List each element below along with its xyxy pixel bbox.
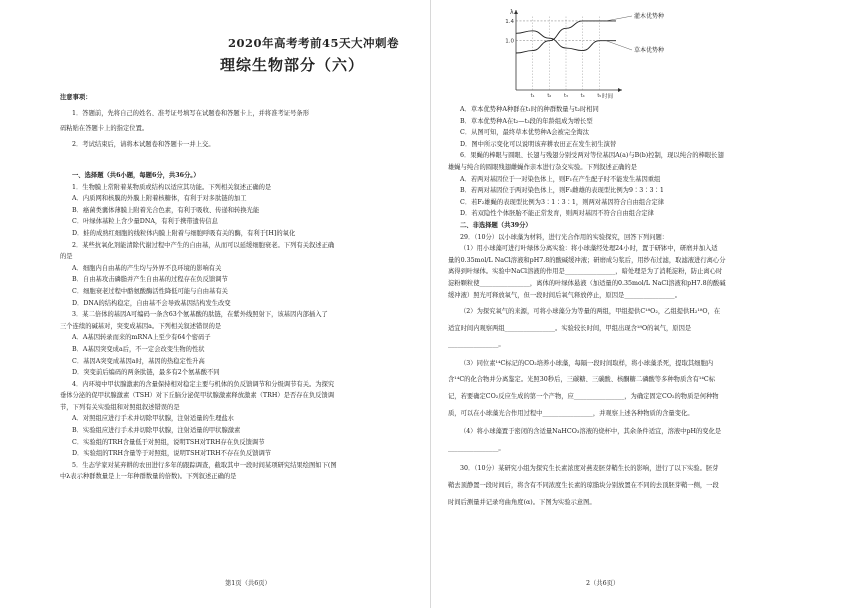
question-option: A．对照组应进行手术并切除甲状腺，注射适量的生理盐水 [72, 415, 234, 423]
question-option: A．若两对基因位于一对染色体上，则F₁在产生配子时不能发生基因重组 [460, 175, 661, 183]
y-axis-label: λ [510, 9, 514, 16]
question-option: B．实验组应进行手术并切除甲状腺，注射适量的甲状腺激素 [72, 427, 241, 435]
question-stem: 2．某些抗氧化剂能清除代谢过程中产生的自由基，从而可以延缓细胞衰老。下列有关叙述正确 [72, 241, 335, 249]
question-option: C．从图可知，最终草本优势种A会被完全淘汰 [460, 129, 590, 137]
question-line: ________________。 [448, 444, 505, 452]
question-line: 含¹⁴C的化合物并分离鉴定。光照30秒后，三碳糖、三碳酸、核酮糖二磷酸等多种物质含有¹⁴C标 [448, 376, 716, 384]
question-line: 质，可以在小球藻光合作用过程中________________，并观察上述各种物质的含量变化。 [448, 409, 694, 417]
section-heading: 二、非选择题（共39分） [460, 221, 532, 229]
question-stem: 6．果蝇的棒眼与圆眼、长翅与残翅分别受两对等位基因A(a)与B(b)控制，现以纯合的棒眼长翅 [460, 152, 724, 160]
question-option: B．癌菌类囊体薄膜上附着光合色素，有利于吸收、传递和转换光能 [72, 206, 260, 214]
notice-item: 2．考试结束后，请将本试题卷和答题卡一并上交。 [72, 140, 215, 148]
question-stem: 雄蝇与纯合的圆眼残翅雌蝇作亲本进行杂交实验。下列叙述正确的是 [448, 163, 637, 171]
legend-label-1: 草本优势种 [634, 47, 665, 54]
question-line: 量的0.35mol/L NaCl溶液和pH7.8的酸碱缓冲液；研磨成匀浆后，用纱布过滤，取滤液进行离心分 [448, 256, 726, 264]
question-option: C．叶绿体基粒上含少量DNA，有利于携带遗传信息 [72, 218, 218, 226]
question-stem: 中λ表示种群数量是上一年种群数量的倍数)。下列叙述正确的是 [60, 473, 237, 481]
question-option: B．若两对基因位于两对染色体上，则F₁雌雄的表现型比例为9∶3∶3∶1 [460, 187, 664, 195]
question-stem: 的是 [60, 253, 73, 261]
x-tick-label: t₁ [530, 93, 535, 99]
question-option: D．突变前后编码的两条肽链，最多有2个氨基酸不同 [72, 369, 220, 377]
x-tick-label: t₅ [597, 93, 602, 99]
y-axis-arrow [514, 10, 518, 14]
exam-subtitle: 理综生物部分（六） [220, 56, 365, 74]
question-option: D．图中所示变化可以说明该弃耕农田正在发生初生演替 [460, 140, 617, 148]
section-choice [60, 170, 440, 483]
notice-heading: 注意事项： [60, 94, 92, 101]
question-option: D．DNA的结构稳定，自由基不会导致基因结构发生改变 [72, 299, 231, 307]
legend-label-0: 灌木优势种 [634, 13, 665, 20]
question-option: C．细胞衰老过程中酪氨酸酶活性降低可能与自由基有关 [72, 287, 228, 295]
question-line: 鞘去顶静置一段时间后，将含有不同浓度生长素的琼脂块分别放置在不同的去顶胚芽鞘一侧，一段 [448, 482, 719, 490]
question-line: 离得到叶绿体。实验中NaCl溶液的作用是________________，暗处理是为了消耗淀粉，防止离心时 [448, 268, 723, 276]
question-option: C．基因A突变成基因a时，基因的热稳定性升高 [72, 357, 205, 365]
question-line: 缓冲液）照光可释放氧气，但一段时间后氧气释放停止，原因是________________。 [448, 291, 681, 299]
question-option: C．若F₂雄蝇的表现型比例为3∶1∶3∶1，则两对基因符合自由组合定律 [460, 198, 665, 206]
x-axis-label: 时间 [602, 94, 614, 100]
footer-page-right: 2（共6页） [586, 580, 620, 587]
question-option: B．A基因突变成a后，不一定会改变生物的性状 [72, 345, 205, 353]
x-tick-label: t₄ [580, 93, 585, 99]
question-line: ________________。 [448, 341, 505, 349]
notice-item: 码粘贴在答题卡上的指定位置。 [60, 125, 149, 133]
x-tick-label: t₂ [547, 93, 552, 99]
right-text [448, 104, 832, 508]
y-tick-label: 1.4 [505, 18, 514, 25]
legend-leader-1 [606, 41, 632, 50]
question-line: （3）同位素¹⁴C标记的CO₂培养小球藻，每隔一段时间取样，将小球藻杀死，提取其细胞内 [460, 359, 714, 367]
question-stem: 垂体分泌的促甲状腺激素（TSH）对下丘脑分泌促甲状腺激素释放激素（TRH）是否存在负反馈调 [60, 392, 335, 400]
question-stem: 节，下列有关实验组和对照组叙述错误的是 [60, 403, 180, 411]
question-line: （4）将小球藻置于密闭的含适量NaHCO₃溶液的烧杯中，其余条件适宜，溶液中pH的变化是 [460, 428, 722, 436]
question-line: 淀粉颗粒使________________，离体的叶绿体悬液（加适量的0.35mol/L NaCl溶液和pH7.8的酸碱 [448, 279, 726, 287]
question-line: （2）为探究氧气的来源，可将小球藻分为等量的两组，甲组提供C¹⁸O₂，乙组提供H₂¹⁸O，在 [460, 308, 721, 316]
question-stem: 5．生态学家对某弃耕的农田进行多年的跟踪调查，截取其中一段时间某项研究结果绘图如下(图 [72, 461, 337, 469]
footer-page-left: 第1页（共6页） [225, 580, 271, 587]
question-line: 30．（10分）某研究小组为探究生长素浓度对燕麦胚芽鞘生长的影响，进行了以下实验。胚芽 [460, 465, 719, 473]
question-line: 时间后测量并记录弯曲角度(α)。下图为实验示意图。 [448, 498, 596, 506]
question-option: A．A基因转录而来的mRNA上至少有64个密码子 [72, 334, 211, 342]
exam-title: 2020年高考考前45天大冲刺卷 [228, 36, 400, 50]
x-axis-arrow [618, 88, 622, 92]
question-option: D．若双隐性个体胚胎不能正常发育，则两对基因不符合自由组合定律 [460, 210, 654, 218]
question-line: （1）用小球藻可进行叶绿体分离实验：将小球藻经处理24小时，置于研钵中，研磨并加入适 [460, 245, 718, 253]
question-option: D．蛙的成熟红细胞的线粒体内膜上附着与细胞呼吸有关的酶，有利于[H]的氧化 [72, 229, 296, 237]
question-option: B．自由基攻击磷脂并产生自由基的过程存在负反馈调节 [72, 276, 228, 284]
section-heading: 一、选择题（共6小题，每题6分，共36分。） [72, 172, 200, 179]
question-option: D．实验组的TRH含量等于对照组，说明TSH对TRH不存在负反馈调节 [72, 450, 272, 458]
legend-leader-0 [606, 16, 632, 21]
question-option: C．实验组的TRH含量低于对照组，说明TSH对TRH存在负反馈调节 [72, 438, 265, 446]
question-line: 29．（10分）以小球藻为材料，进行光合作用的实验探究，回答下列问题： [460, 233, 669, 241]
question-stem: 三个连续的碱基对，突变成基因a。下列相关叙述错误的是 [60, 322, 222, 330]
question-stem: 3．某二倍体的基因A可编码一条含63个氨基酸的肽链，在紫外线照射下，该基因内部插入了 [72, 311, 328, 319]
notice-item: 1．答题前，先将自己的姓名、准考证号填写在试题卷和答题卡上，并将准考证号条形 [72, 109, 309, 117]
question-option: A．内质网和核膜的外膜上附着核糖体，有利于对多肽链的加工 [72, 195, 247, 203]
lambda-chart [494, 6, 684, 102]
y-tick-label: 1.0 [505, 38, 514, 45]
question-stem: 4．内环境中甲状腺激素的含量保持相对稳定主要与机体的负反馈调节和分级调节有关。为探究 [72, 380, 335, 388]
question-option: A．草本优势种A种群在t₁时的种群数量与t₂时相同 [460, 106, 599, 113]
question-line: 记，若要确定CO₂反应生成的第一个产物，应________________，为确定固定CO₂的物质是何种物 [448, 393, 719, 401]
x-tick-label: t₃ [564, 93, 568, 99]
question-option: B．草本优势种A在t₂—t₃段的年龄组成为增长型 [460, 117, 593, 125]
notice-block [60, 92, 440, 150]
question-option: A．细胞内自由基的产生均与外界不良环境的影响有关 [72, 264, 222, 272]
question-stem: 1．生物膜上常附着某物质或结构以适应其功能。下列相关叙述正确的是 [72, 183, 272, 191]
question-line: 适宜时间内观察两组________________。实验较长时间，甲组出现含¹⁸O的氧气，原因是 [448, 324, 692, 332]
